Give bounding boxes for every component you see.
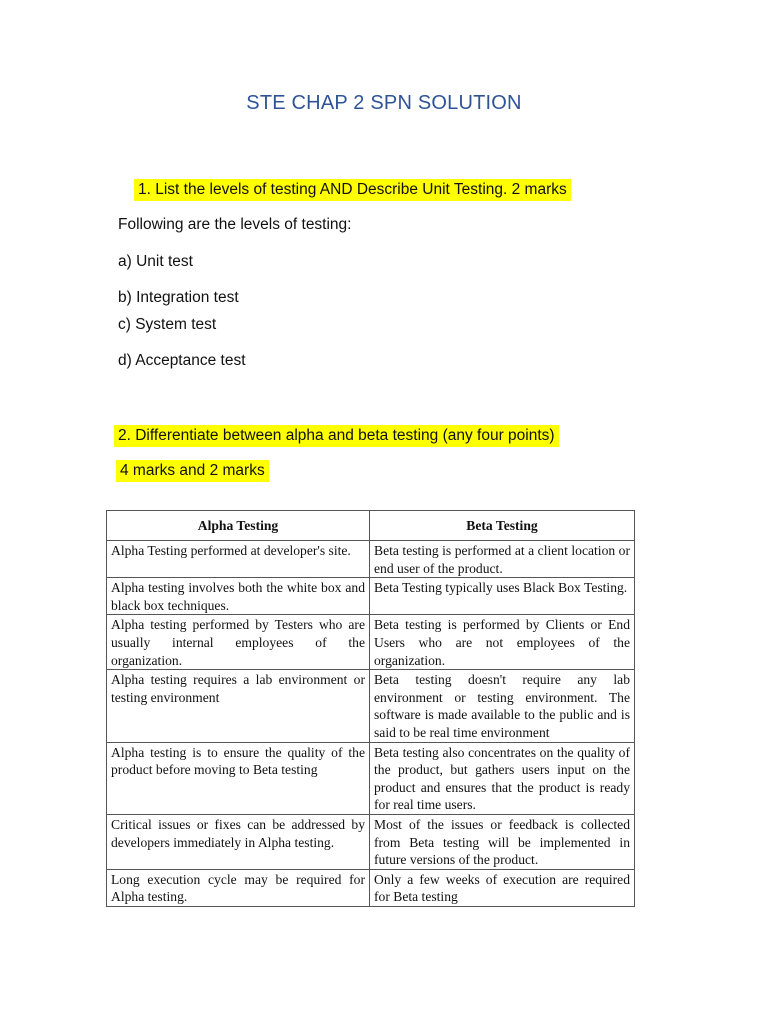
alpha-cell: Alpha testing involves both the white box and black box techniques. xyxy=(107,578,370,615)
column-header-alpha: Alpha Testing xyxy=(107,511,370,541)
level-item: b) Integration test xyxy=(118,289,239,306)
levels-intro: Following are the levels of testing: xyxy=(118,216,352,233)
beta-cell: Beta testing also concentrates on the quality of the product, but gathers users input on the product and ensures that the product is ready for real time users. xyxy=(370,742,635,814)
table-header-row xyxy=(107,511,635,541)
table-row xyxy=(107,869,635,906)
question-1-heading: 1. List the levels of testing AND Describe Unit Testing. 2 marks xyxy=(134,179,571,201)
question-2-heading: 2. Differentiate between alpha and beta testing (any four points) xyxy=(114,425,559,447)
beta-cell: Beta testing is performed by Clients or End Users who are not employees of the organization. xyxy=(370,615,635,670)
alpha-cell: Alpha testing requires a lab environment or testing environment xyxy=(107,670,370,742)
comparison-table xyxy=(106,510,635,907)
beta-cell: Only a few weeks of execution are required for Beta testing xyxy=(370,869,635,906)
beta-cell: Beta testing is performed at a client location or end user of the product. xyxy=(370,541,635,578)
page-crop-mask xyxy=(100,934,660,1024)
table-row xyxy=(107,578,635,615)
level-item: a) Unit test xyxy=(118,253,193,270)
alpha-cell: Alpha Testing performed at developer's site. xyxy=(107,541,370,578)
table-row xyxy=(107,742,635,814)
beta-cell: Most of the issues or feedback is collected from Beta testing will be implemented in future versions of the product. xyxy=(370,814,635,869)
table-row xyxy=(107,814,635,869)
alpha-cell: Alpha testing is to ensure the quality of the product before moving to Beta testing xyxy=(107,742,370,814)
level-item: c) System test xyxy=(118,316,217,333)
alpha-cell: Long execution cycle may be required for Alpha testing. xyxy=(107,869,370,906)
table-row xyxy=(107,615,635,670)
question-2-marks: 4 marks and 2 marks xyxy=(116,460,269,482)
beta-cell: Beta testing doesn't require any lab environment or testing environment. The software is made available to the public and is said to be real time environment xyxy=(370,670,635,742)
alpha-cell: Critical issues or fixes can be addressed by developers immediately in Alpha testing. xyxy=(107,814,370,869)
alpha-cell: Alpha testing performed by Testers who are usually internal employees of the organization. xyxy=(107,615,370,670)
column-header-beta: Beta Testing xyxy=(370,511,635,541)
table-row xyxy=(107,670,635,742)
level-item: d) Acceptance test xyxy=(118,352,246,369)
beta-cell: Beta Testing typically uses Black Box Testing. xyxy=(370,578,635,615)
page-title: STE CHAP 2 SPN SOLUTION xyxy=(246,92,522,114)
table-row xyxy=(107,541,635,578)
